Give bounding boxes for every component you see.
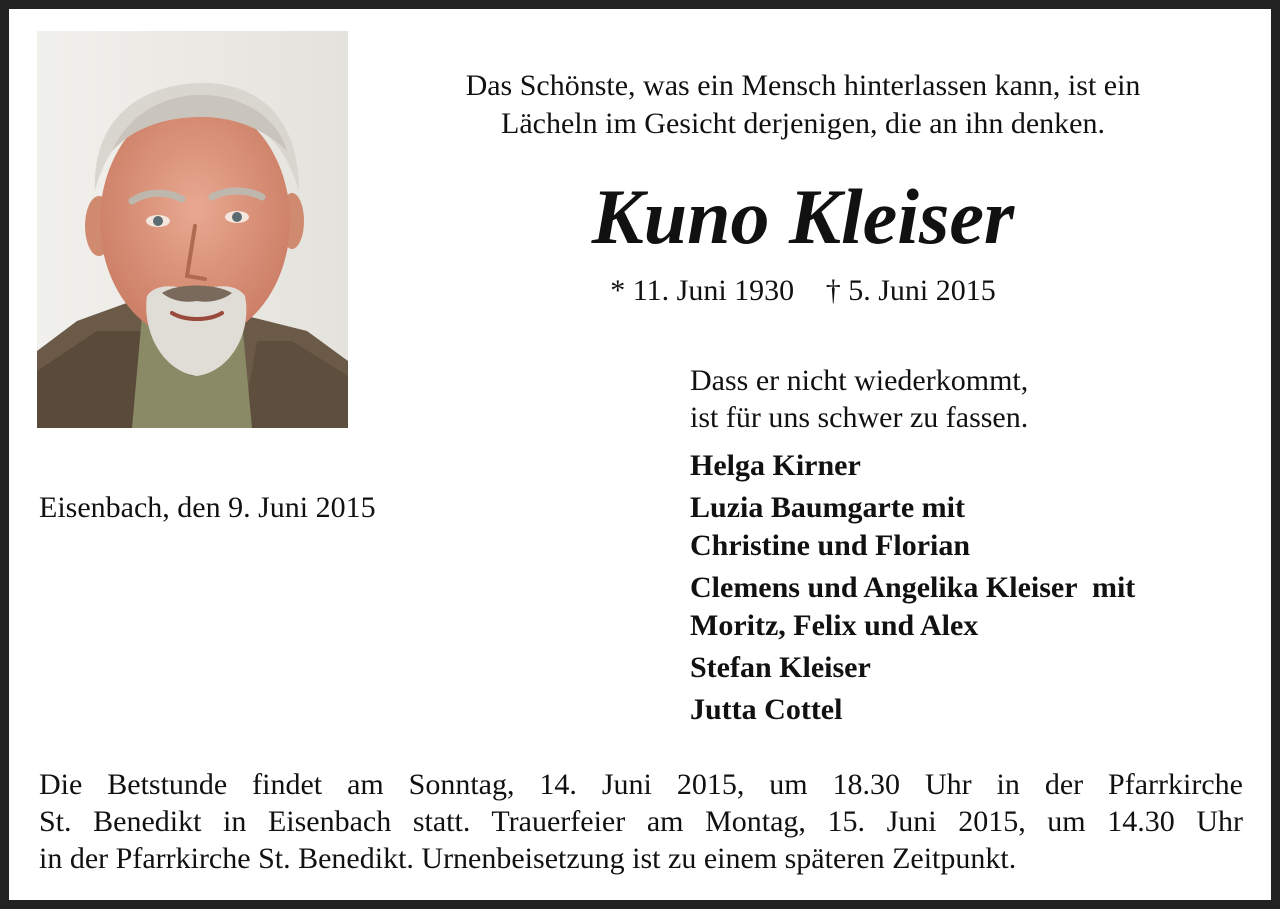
deceased-name: Kuno Kleiser	[591, 173, 1015, 260]
mourner-line: Helga Kirner	[690, 449, 861, 482]
mourner-line: Stefan Kleiser	[690, 651, 871, 684]
birth-date: * 11. Juni 1930	[610, 274, 795, 307]
quote-line: Das Schönste, was ein Mensch hinterlassen kann, ist ein	[465, 69, 1141, 102]
mourner-entry	[690, 447, 1135, 485]
mourner-entry	[690, 649, 1135, 687]
obituary-card	[9, 9, 1271, 900]
notice-line: St. Benedikt in Eisenbach statt. Trauerfeier am Montag, 15. Juni 2015, um 14.30 Uhr	[39, 805, 1243, 838]
memorial-quote	[369, 67, 1237, 143]
mourners-list	[690, 447, 1135, 733]
mourner-entry	[690, 489, 1135, 565]
memorial-verse	[690, 362, 1028, 436]
mourner-line: Luzia Baumgarte mit	[690, 491, 965, 524]
notice-line: in der Pfarrkirche St. Benedikt. Urnenbeisetzung ist zu einem späteren Zeitpunkt.	[39, 842, 1017, 875]
life-dates	[369, 273, 1237, 309]
verse-line: ist für uns schwer zu fassen.	[690, 401, 1029, 434]
verse-line: Dass er nicht wiederkommt,	[690, 364, 1029, 397]
place-and-date: Eisenbach, den 9. Juni 2015	[39, 491, 376, 524]
death-date: † 5. Juni 2015	[825, 274, 996, 307]
service-notice	[39, 766, 1243, 877]
quote-line: Lächeln im Gesicht derjenigen, die an ihn denken.	[501, 107, 1105, 140]
mourner-line: Moritz, Felix und Alex	[690, 609, 979, 642]
mourner-line: Jutta Cottel	[690, 693, 843, 726]
mourner-entry	[690, 569, 1135, 645]
portrait-photo	[37, 31, 348, 428]
mourner-line: Christine und Florian	[690, 529, 971, 562]
mourner-entry	[690, 691, 1135, 729]
notice-line: Die Betstunde findet am Sonntag, 14. Juni 2015, um 18.30 Uhr in der Pfarrkirche	[39, 768, 1243, 801]
mourner-line: Clemens und Angelika Kleiser mit	[690, 571, 1136, 604]
